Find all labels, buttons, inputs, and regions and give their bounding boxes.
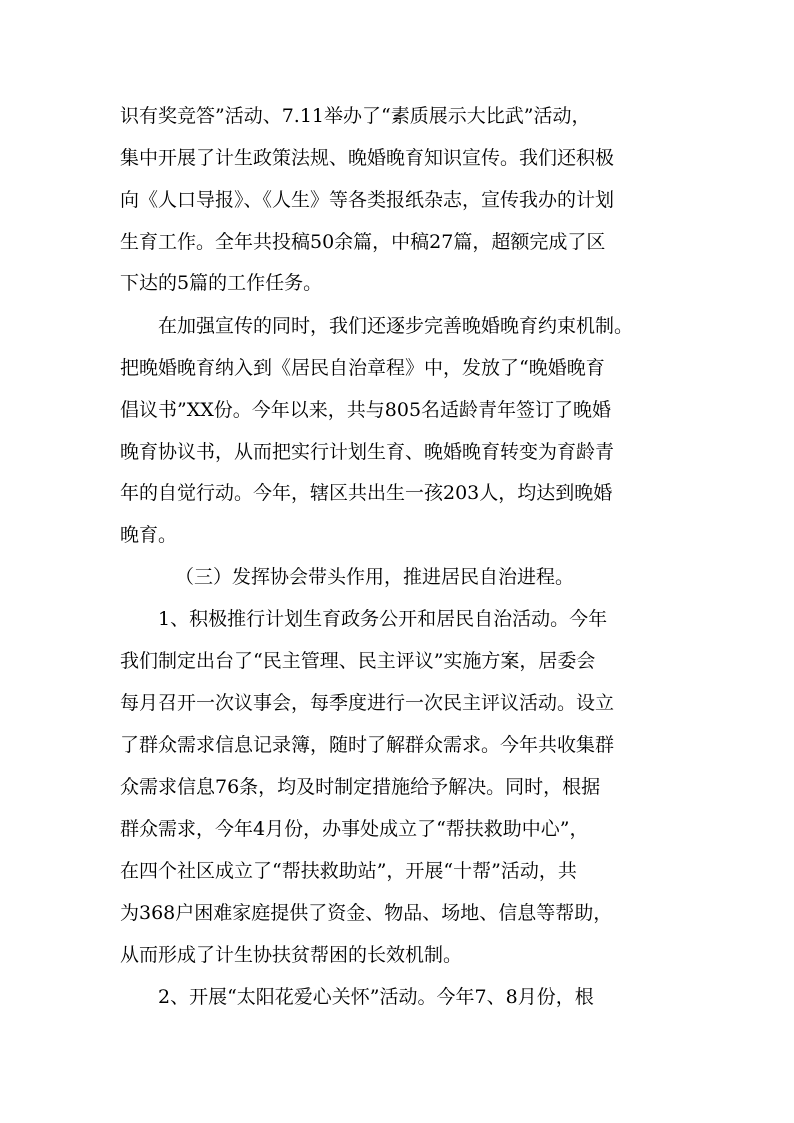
text-line: 集中开展了计生政策法规、晚婚晚育知识宣传。我们还积极 bbox=[120, 147, 615, 169]
text-line: 了群众需求信息记录簿，随时了解群众需求。今年共收集群 bbox=[120, 734, 615, 756]
text-line: 我们制定出台了“民主管理、民主评议”实施方案，居委会 bbox=[120, 650, 596, 672]
section-heading: （三）发挥协会带头作用，推进居民自治进程。 bbox=[175, 566, 575, 588]
text-line: 晚育协议书，从而把实行计划生育、晚婚晚育转变为育龄青 bbox=[120, 441, 615, 463]
text-line: 群众需求，今年4月份，办事处成立了“帮扶救助中心”， bbox=[120, 818, 589, 840]
text-line: 在四个社区成立了“帮扶救助站”，开展“十帮”活动，共 bbox=[120, 860, 577, 882]
text-line: 把晚婚晚育纳入到《居民自治章程》中，发放了“晚婚晚育 bbox=[120, 357, 605, 379]
text-line: 向《人口导报》、《人生》等各类报纸杂志，宣传我办的计划 bbox=[120, 189, 615, 211]
text-line: 1、积极推行计划生育政务公开和居民自治活动。今年 bbox=[158, 608, 608, 630]
text-line: 从而形成了计生协扶贫帮困的长效机制。 bbox=[120, 944, 463, 966]
text-line: 每月召开一次议事会，每季度进行一次民主评议活动。设立 bbox=[120, 692, 615, 714]
text-line: 晚育。 bbox=[120, 524, 178, 546]
text-line: 生育工作。全年共投稿50余篇，中稿27篇，超额完成了区 bbox=[120, 231, 606, 253]
text-line: 识有奖竞答”活动、7.11举办了“素质展示大比武”活动， bbox=[120, 105, 591, 127]
text-line: 下达的5篇的工作任务。 bbox=[120, 272, 323, 294]
text-line: 众需求信息76条，均及时制定措施给予解决。同时，根据 bbox=[120, 776, 601, 798]
text-line: 2、开展“太阳花爱心关怀”活动。今年7、8月份，根 bbox=[158, 986, 594, 1008]
text-line: 倡议书”XX份。今年以来，共与805名适龄青年签订了晚婚 bbox=[120, 399, 612, 421]
text-line: 年的自觉行动。今年，辖区共出生一孩203人，均达到晚婚 bbox=[120, 482, 613, 504]
text-line: 为368户困难家庭提供了资金、物品、场地、信息等帮助， bbox=[120, 902, 613, 924]
text-line: 在加强宣传的同时，我们还逐步完善晚婚晚育约束机制。 bbox=[158, 315, 634, 337]
